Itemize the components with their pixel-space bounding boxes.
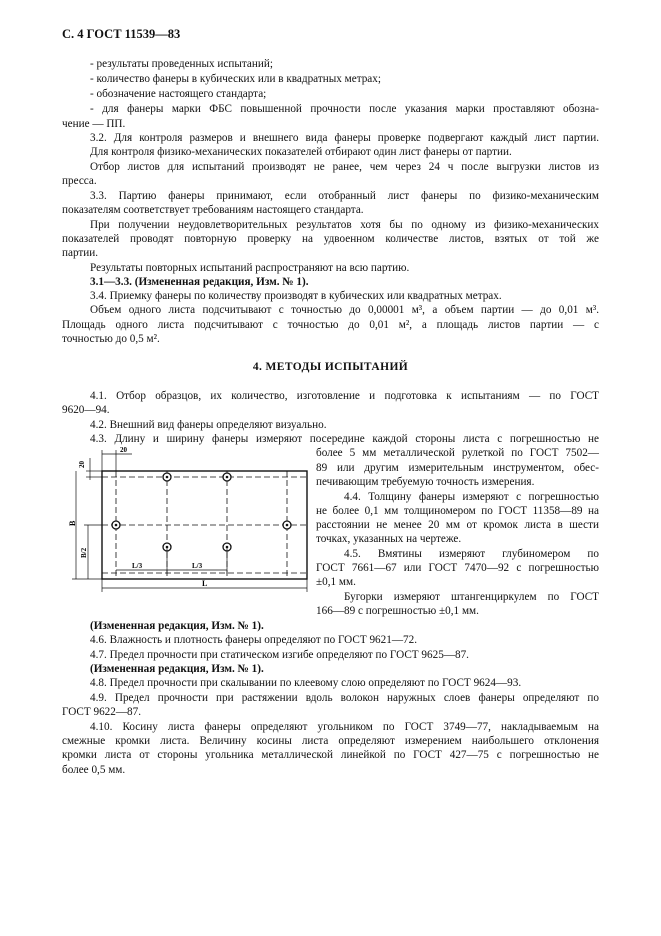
text-line: - количество фанеры в кубических или в квадратных метрах; [90, 73, 381, 85]
text-line: 3.4. Приемку фанеры по количеству производят в кубических или квадратных метрах. [90, 290, 502, 302]
text-line: Объем одного листа подсчитывают с точностью до 0,00001 м³, а объем партии — до 0,01 м³. [90, 304, 599, 316]
text-line: 3.3. Партию фанеры принимают, если отобранный лист фанеры по физико-механическим [90, 190, 599, 202]
dim-label-L: L [202, 579, 208, 588]
dim-label-B: B [68, 520, 77, 526]
page-header: С. 4 ГОСТ 11539—83 [62, 27, 181, 41]
text-line: 4.9. Предел прочности при растяжении вдоль волокон наружных слоев фанеры определяют по [90, 692, 599, 704]
text-line: более 5 мм металлической рулеткой по ГОСТ 7502— [316, 447, 599, 459]
text-line: - для фанеры марки ФБС повышенной прочности после указания марки проставляют обозна- [90, 103, 599, 115]
text-line: пресса. [62, 175, 97, 187]
text-line: не более 0,1 мм толщиномером по ГОСТ 11358—89 на [316, 505, 599, 517]
text-line: 4.3. Длину и ширину фанеры измеряют посередине каждой стороны листа с погрешностью не [90, 433, 599, 445]
dim-label-20-side: 20 [78, 461, 86, 468]
text-line: (Измененная редакция, Изм. № 1). [90, 663, 264, 675]
text-line: партии. [62, 247, 99, 259]
measurement-points [112, 473, 291, 551]
dim-label-L3-mid: L/3 [192, 562, 203, 570]
text-line: 166—89 с погрешностью ±0,1 мм. [316, 605, 479, 617]
text-line: 9620—94. [62, 404, 110, 416]
text-line: 4.2. Внешний вид фанеры определяют визуально. [90, 419, 327, 431]
text-line: 4.10. Косину листа фанеры определяют угольником по ГОСТ 3749—77, накладываемым на [90, 721, 599, 733]
text-line: точностью до 0,5 м². [62, 333, 160, 345]
text-line: 4.4. Толщину фанеры измеряют с погрешностью [344, 491, 599, 503]
text-line: точках, указанных на чертеже. [316, 533, 462, 545]
text-line: - результаты проведенных испытаний; [90, 58, 273, 70]
text-line: ГОСТ 9622—87. [62, 706, 142, 718]
text-line: Результаты повторных испытаний распространяют на всю партию. [90, 262, 410, 274]
dim-label-L3-left: L/3 [132, 562, 143, 570]
text-line: 4.5. Вмятины измеряют глубиномером по [344, 548, 599, 560]
text-line: 4.1. Отбор образцов, их количество, изготовление и подготовка к испытаниям — по ГОСТ [90, 390, 599, 402]
text-line: При получении неудовлетворительных результатов хотя бы по одному из физико-механических [90, 219, 599, 231]
text-line: более 0,5 мм. [62, 764, 126, 776]
text-line: расстоянии не менее 20 мм от кромок листа в шести [316, 519, 599, 531]
text-line: Бугорки измеряют штангенциркулем по ГОСТ [344, 591, 599, 603]
dim-label-20-top: 20 [120, 446, 127, 454]
text-line: 4.8. Предел прочности при скалывании по клеевому слою определяют по ГОСТ 9624—93. [90, 677, 522, 689]
text-line: Отбор листов для испытаний производят не ранее, чем через 24 ч после выгрузки листов из [90, 161, 599, 173]
text-line: чение — ПП. [62, 118, 126, 130]
text-line: Площадь одного листа подсчитывают с точностью до 0,01 м², а площадь листов партии — с [62, 319, 599, 331]
text-line: 4.7. Предел прочности при статическом изгибе определяют по ГОСТ 9625—87. [90, 649, 469, 661]
text-line: 89 или другим измерительным инструментом, обес- [316, 462, 599, 474]
text-line: показателям соответствует требованиям настоящего стандарта. [62, 204, 364, 216]
text-line: 3.2. Для контроля размеров и внешнего вида фанеры проверке подвергают каждый лист партии. [90, 132, 599, 144]
text-line: - обозначение настоящего стандарта; [90, 88, 267, 100]
text-line: печивающим требуемую точность измерения. [316, 476, 535, 488]
section-heading: 4. МЕТОДЫ ИСПЫТАНИЙ [252, 361, 409, 373]
text-line: ±0,1 мм. [316, 576, 356, 588]
text-line: 4.6. Влажность и плотность фанеры определяют по ГОСТ 9621—72. [90, 634, 418, 646]
text-line: ГОСТ 7661—67 или ГОСТ 7470—92 с погрешностью [316, 562, 599, 574]
plywood-measurement-diagram [68, 446, 312, 596]
text-line: кромки листа от стороны угольника металлической линейкой по ГОСТ 427—75 с погрешностью не [62, 749, 599, 761]
dim-label-B2: B/2 [80, 547, 88, 558]
text-line: Для контроля физико-механических показателей отбирают один лист фанеры от партии. [90, 146, 512, 158]
text-line: смежные кромки листа. Величину косины листа определяют измерением наибольшего отклонения [62, 735, 599, 747]
text-line: показателей проводят повторную проверку на удвоенном количестве листов, взятых от той же [62, 233, 599, 245]
text-line: 3.1—3.3. (Измененная редакция, Изм. № 1). [90, 276, 309, 288]
text-line: (Измененная редакция, Изм. № 1). [90, 620, 264, 632]
